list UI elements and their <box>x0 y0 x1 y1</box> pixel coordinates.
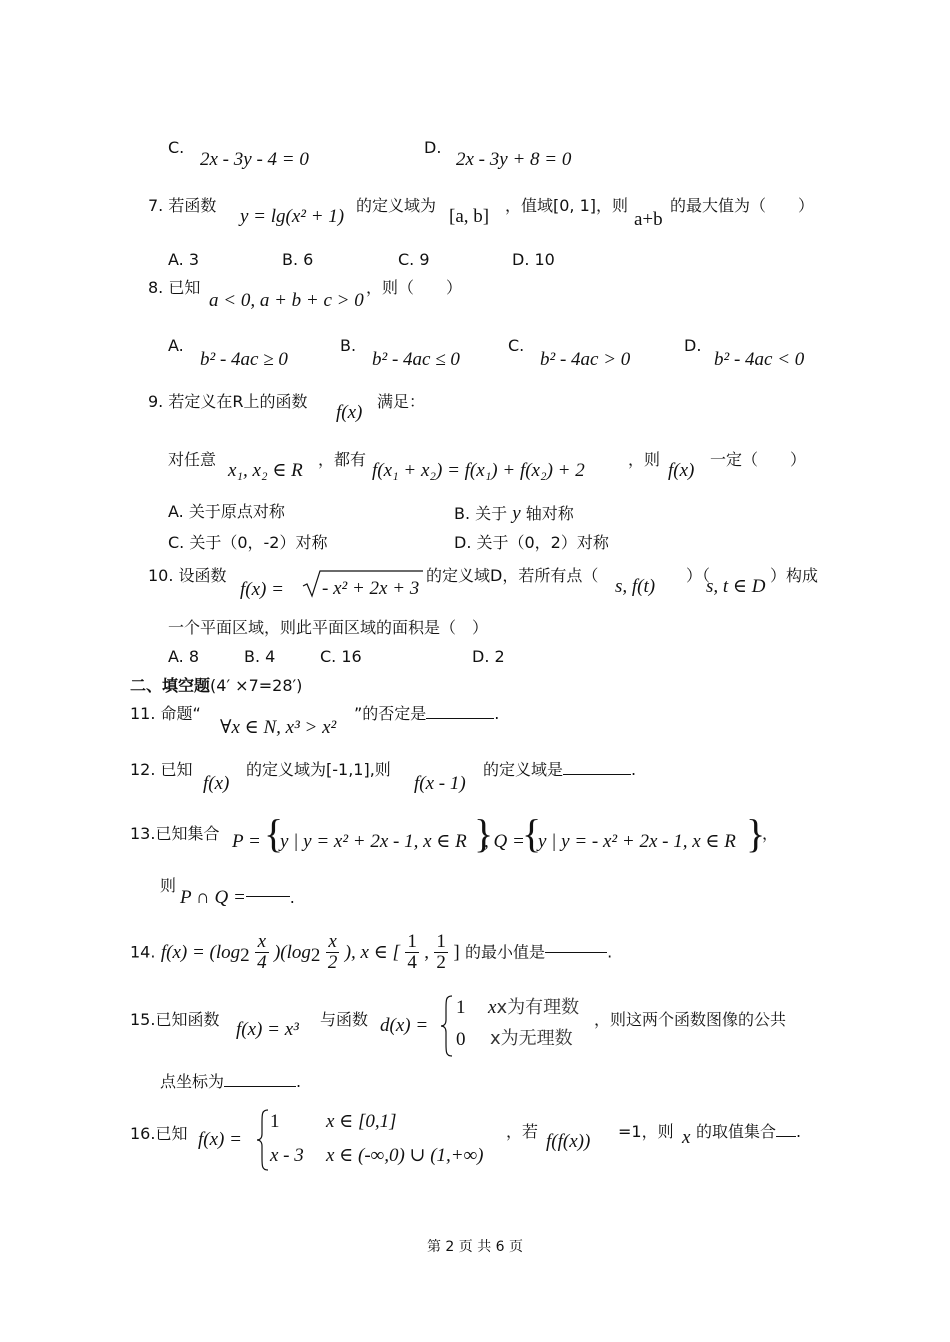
q13-then: 则 <box>160 876 177 895</box>
q7-text-3: 的最大值为（ ） <box>670 196 815 215</box>
q7-text-1: 的定义域为 <box>356 196 437 215</box>
answer-blank[interactable] <box>776 1135 796 1137</box>
q8-option-b-expr: b² - 4ac ≤ 0 <box>372 349 460 370</box>
q9-stem: 9. 若定义在R上的函数 <box>148 392 308 411</box>
q16-end: . <box>796 1122 802 1141</box>
case-1-value: 1 <box>456 997 466 1018</box>
q6-option-c-equation: 2x - 3y - 4 = 0 <box>200 149 309 170</box>
case-2-condition <box>490 1030 573 1048</box>
case-2-value: 0 <box>456 1029 466 1050</box>
case-1-value: 1 <box>270 1111 280 1132</box>
q9-text-5: 一定（ ） <box>710 450 807 469</box>
q8-option-a-expr: b² - 4ac ≥ 0 <box>200 349 288 370</box>
left-brace-icon <box>440 994 454 1058</box>
answer-blank[interactable] <box>563 773 631 775</box>
option-b-prefix: B. 关于 <box>454 504 508 523</box>
case-2-value: x - 3 <box>270 1145 304 1166</box>
q14-line <box>130 932 612 973</box>
q9-text-1: 满足： <box>377 392 426 411</box>
q6-option-d-equation: 2x - 3y + 8 = 0 <box>456 149 572 170</box>
q14-fraction-2 <box>326 932 340 973</box>
q8-text: ，则（ ） <box>366 278 463 297</box>
q7-expr: a+b <box>634 209 663 230</box>
q16-stem: 16.已知 <box>130 1124 188 1143</box>
numerator: x <box>326 932 340 953</box>
q10-function: f(x) = <box>240 579 284 600</box>
left-brace-icon <box>256 1108 270 1172</box>
q11-end: . <box>494 704 500 723</box>
q12-text-2-label: 的定义域是 <box>483 760 564 779</box>
q15-line-2 <box>160 1074 301 1090</box>
denominator: 4 <box>257 951 267 973</box>
q13-p: P = <box>232 831 261 852</box>
q11-stem: 11. 命题“ <box>130 704 201 723</box>
q13-end: . <box>289 888 295 907</box>
q9-vars: x₁, x₂ ∈ R <box>228 460 303 481</box>
q7-option-a: A. 3 <box>168 250 200 269</box>
case-1-condition: x ∈ [0,1] <box>326 1111 397 1132</box>
q12-stem: 12. 已知 <box>130 760 193 779</box>
q6-option-d <box>424 140 441 157</box>
q10-text-3: ）构成 <box>770 566 819 585</box>
section-heading <box>130 678 302 694</box>
q16-text-2: =1，则 <box>618 1122 674 1141</box>
left-brace-icon: { <box>522 811 542 856</box>
q8-condition: a < 0, a + b + c > 0 <box>209 290 364 311</box>
page-footer: 第 2 页 共 6 页 <box>426 1239 524 1255</box>
q13-p-set-content: y | y = x² + 2x - 1, x ∈ R <box>280 831 467 852</box>
q9-option-a: A. 关于原点对称 <box>168 502 285 521</box>
q15-f: f(x) = x³ <box>236 1019 299 1040</box>
q7-option-d: D. 10 <box>512 250 555 269</box>
q8-stem: 8. 已知 <box>148 278 201 297</box>
option-b-suffix: 轴对称 <box>525 504 574 523</box>
q15-text-1: 与函数 <box>320 1010 369 1029</box>
question-number: 7. 若函数 <box>148 196 217 215</box>
left-brace-icon: { <box>264 811 284 856</box>
q16-x: x <box>682 1127 691 1148</box>
q7-stem <box>148 198 216 214</box>
q10-option-a: A. 8 <box>168 647 200 666</box>
q11-text <box>354 706 499 722</box>
q15-end: . <box>296 1072 302 1091</box>
q10-line-2: 一个平面区域，则此平面区域的面积是（ ） <box>168 618 489 637</box>
q14-expr-d: ), x ∈ [ <box>344 941 400 963</box>
denominator: 2 <box>327 951 338 973</box>
q10-condition: s, t ∈ D <box>706 576 766 597</box>
case-1-text: x为有理数 <box>496 997 580 1018</box>
q14-log-base-2: 2 <box>310 944 321 966</box>
q13-q: , Q = <box>484 831 525 852</box>
q7-function: y = lg(x² + 1) <box>240 206 345 227</box>
q14-text: 的最小值是 <box>465 942 546 962</box>
q13-q-set-content: y | y = - x² + 2x - 1, x ∈ R <box>538 831 736 852</box>
q15-stem: 15.已知函数 <box>130 1010 220 1029</box>
numerator: x <box>255 932 269 953</box>
right-brace-icon: } <box>746 811 766 856</box>
q13-stem: 13.已知集合 <box>130 824 220 843</box>
case-2-text: x为无理数 <box>490 1028 573 1049</box>
section-score: (4′ ×7=28′) <box>210 676 303 695</box>
answer-blank[interactable] <box>426 717 494 719</box>
denominator: 4 <box>407 951 417 973</box>
section-title: 二、填空题 <box>130 676 211 695</box>
q12-text-2 <box>483 762 636 778</box>
q8-option-c-expr: b² - 4ac > 0 <box>540 349 631 370</box>
q15-d: d(x) = <box>380 1015 429 1036</box>
q9-option-d: D. 关于（0，2）对称 <box>454 533 609 552</box>
q10-radicand: - x² + 2x + 3 <box>322 578 420 599</box>
q13-comma: ， <box>762 824 779 843</box>
q8-option-b-label: B. <box>340 336 357 355</box>
denominator: 2 <box>436 951 446 973</box>
q10-option-d: D. 2 <box>472 647 505 666</box>
q14-log-base-1: 2 <box>240 944 250 966</box>
q14-expr-a: f(x) = (log <box>160 941 241 963</box>
q16-text-3 <box>696 1124 801 1140</box>
q12-end: . <box>631 760 637 779</box>
q13-expr: P ∩ Q = <box>180 887 246 908</box>
q10-option-c: C. 16 <box>320 647 362 666</box>
q8-option-d-expr: b² - 4ac < 0 <box>714 349 805 370</box>
q9-equation: f(x₁ + x₂) = f(x₁) + f(x₂) + 2 <box>372 460 585 481</box>
q14-fraction-4 <box>434 932 448 973</box>
q12-f2: f(x - 1) <box>414 773 466 794</box>
q8-option-c-label: C. <box>508 336 525 355</box>
q16-f: f(x) = <box>198 1129 242 1150</box>
q10-point: s, f(t) <box>615 576 656 597</box>
q16-text-3-label: 的取值集合 <box>696 1122 777 1141</box>
q9-option-b <box>454 504 574 523</box>
q12-f1: f(x) <box>203 773 230 794</box>
q10-text-1: 的定义域D，若所有点（ <box>426 566 599 585</box>
option-b-var: y <box>512 503 521 524</box>
option-label: D. <box>424 138 442 157</box>
q14-expr-c: )(log <box>273 941 311 963</box>
q9-text-2: 对任意 <box>168 450 217 469</box>
q9-option-c: C. 关于（0，-2）对称 <box>168 533 328 552</box>
answer-blank[interactable] <box>545 951 607 953</box>
numerator: 1 <box>407 931 417 952</box>
q10-stem: 10. 设函数 <box>148 566 227 585</box>
option-label: C. <box>168 138 185 157</box>
q14-sep: , <box>424 941 429 963</box>
q9-text-3: ，都有 <box>318 450 367 469</box>
q14-end: . <box>607 942 613 962</box>
q15-line-2-label: 点坐标为 <box>160 1072 225 1091</box>
q12-text-1: 的定义域为[-1,1],则 <box>246 760 391 779</box>
q6-option-c <box>168 140 184 157</box>
q10-option-b: B. 4 <box>244 647 276 666</box>
numerator: 1 <box>436 931 446 952</box>
q14-fraction-1 <box>255 932 269 973</box>
q14-close: ] <box>453 941 460 963</box>
q7-domain: [a, b] <box>449 206 490 227</box>
q9-function: f(x) <box>336 402 363 423</box>
q7-option-c: C. 9 <box>398 250 430 269</box>
q11-expr: ∀x ∈ N, x³ > x² <box>220 717 337 738</box>
q10-text-2: ）（ <box>686 566 711 585</box>
q14-fraction-3 <box>405 932 419 973</box>
q8-option-a-label: A. <box>168 336 184 355</box>
answer-blank[interactable] <box>246 895 290 897</box>
q14-number: 14. <box>130 942 156 962</box>
q9-function-2: f(x) <box>668 460 695 481</box>
q16-ff: f(f(x)) <box>546 1131 591 1152</box>
q13-answer <box>180 888 295 907</box>
q15-text-2: ，则这两个函数图像的公共 <box>594 1010 787 1029</box>
right-brace-icon: } <box>474 811 494 856</box>
q9-text-4: ，则 <box>628 450 661 469</box>
case-2-condition: x ∈ (-∞,0) ∪ (1,+∞) <box>326 1145 484 1166</box>
q11-text-1: ”的否定是 <box>354 704 427 723</box>
q7-option-b: B. 6 <box>282 250 314 269</box>
q16-text-1: ，若 <box>506 1122 539 1141</box>
case-1-condition: xx为有理数 <box>488 997 580 1018</box>
q7-text-2: ，值域[0, 1]，则 <box>505 196 629 215</box>
answer-blank[interactable] <box>224 1085 296 1087</box>
q8-option-d-label: D. <box>684 336 702 355</box>
